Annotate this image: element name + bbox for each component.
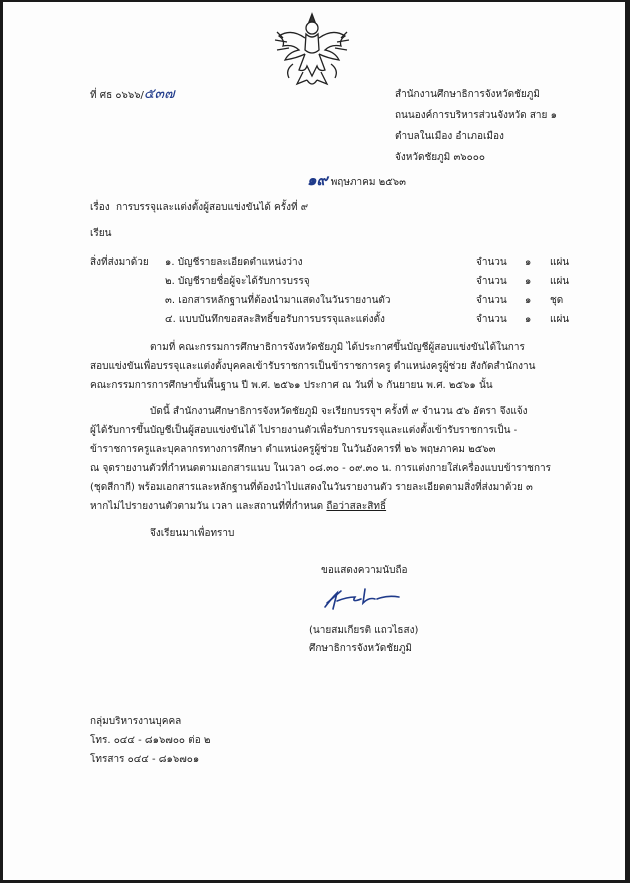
subject-text: การบรรจุและแต่งตั้งผู้สอบแข่งขันได้ ครั้งที่ ๙ (116, 202, 309, 213)
signature-icon (321, 585, 403, 613)
paragraph-last-text: หากไม่ไปรายงานตัวตามวัน เวลา และสถานที่ที่กำหนด (90, 501, 324, 512)
subject-line (90, 201, 308, 214)
enclosure-item-text: ๒. บัญชีรายชื่อผู้จะได้รับการบรรจุ (165, 276, 310, 287)
enclosure-qty-label: จำนวน (476, 257, 507, 268)
enclosure-qty: ๑ (525, 257, 532, 268)
sender-org: สำนักงานศึกษาธิการจังหวัดชัยภูมิ (395, 89, 540, 100)
signer-title: ศึกษาธิการจังหวัดชัยภูมิ (309, 643, 413, 654)
enclosure-unit: แผ่น (550, 257, 570, 268)
footer-department: กลุ่มบริหารงานบุคคล (90, 716, 182, 727)
letter-page (3, 2, 625, 880)
paragraph-line (90, 500, 386, 513)
closing-phrase: ขอแสดงความนับถือ (321, 565, 408, 576)
footer-fax: โทรสาร ๐๔๔ - ๘๑๖๗๐๑ (90, 754, 200, 765)
enclosure-qty: ๑ (525, 276, 532, 287)
salutation: เรียน (90, 228, 112, 239)
enclosure-unit: ชุด (550, 295, 564, 306)
paragraph-line: ข้าราชการครูและบุคลากรทางการศึกษา ตำแหน่งครูผู้ช่วย ในวันอังคารที่ ๒๖ พฤษภาคม ๒๕๖๓ (90, 444, 496, 455)
sender-address-2: ตำบลในเมือง อำเภอเมือง (395, 131, 504, 142)
sender-address-1: ถนนองค์การบริหารส่วนจังหวัด สาย ๑ (395, 110, 557, 121)
date-day-handwritten: ๑๙ (307, 171, 328, 189)
paragraph-line: (ชุดสีกากี) พร้อมเอกสารและหลักฐานที่ต้องนำไปแสดงในวันรายงานตัว รายละเอียดตามสิ่งที่ส่งมาด้วย ๓ (90, 482, 533, 493)
paragraph-line: ผู้ได้รับการขึ้นบัญชีเป็นผู้สอบแข่งขันได้ ไปรายงานตัวเพื่อรับการบรรจุและแต่งตั้งเข้ารับราชการเป็น - (90, 425, 518, 436)
garuda-emblem-icon (269, 10, 355, 92)
enclosure-unit: แผ่น (550, 314, 570, 325)
footer-tel: โทร. ๐๔๔ - ๘๑๖๗๐๐ ต่อ ๒ (90, 735, 211, 746)
doc-number-prefix: ที่ ศธ ๐๖๖๖/ (90, 90, 144, 101)
forfeit-notice: ถือว่าสละสิทธิ์ (326, 501, 387, 512)
enclosure-item-text: ๑. บัญชีรายละเอียดตำแหน่งว่าง (165, 257, 303, 268)
enclosures-label: สิ่งที่ส่งมาด้วย (90, 257, 149, 268)
enclosure-qty-label: จำนวน (476, 295, 507, 306)
enclosure-qty: ๑ (525, 295, 532, 306)
sender-address-3: จังหวัดชัยภูมิ ๓๖๐๐๐ (395, 152, 485, 163)
paragraph-line: คณะกรรมการการศึกษาขั้นพื้นฐาน ปี พ.ศ. ๒๕๖๑ ประกาศ ณ วันที่ ๖ กันยายน พ.ศ. ๒๕๖๑ นั้น (90, 380, 493, 391)
date-month-year: พฤษภาคม ๒๕๖๓ (330, 177, 406, 188)
enclosure-item-text: ๓. เอกสารหลักฐานที่ต้องนำมาแสดงในวันรายงานตัว (165, 295, 391, 306)
closing-request: จึงเรียนมาเพื่อทราบ (150, 528, 235, 539)
enclosure-qty-label: จำนวน (476, 276, 507, 287)
paragraph-line: สอบแข่งขันเพื่อบรรจุและแต่งตั้งบุคคลเข้ารับราชการเป็นข้าราชการครู ตำแหน่งครูผู้ช่วย สังกัดสำนักงาน (90, 361, 536, 372)
paragraph-line: ตามที่ คณะกรรมการศึกษาธิการจังหวัดชัยภูมิ ได้ประกาศขึ้นบัญชีผู้สอบแข่งขันได้ในการ (150, 342, 525, 353)
paragraph-line: ณ จุดรายงานตัวที่กำหนดตามเอกสารแนบ ในเวลา ๐๘.๓๐ - ๐๙.๓๐ น. การแต่งกายใส่เครื่องแบบข้าราชการ (90, 463, 552, 474)
enclosure-item-text: ๔. แบบบันทึกขอสละสิทธิ์ขอรับการบรรจุและแต่งตั้ง (165, 314, 385, 325)
enclosure-qty: ๑ (525, 314, 532, 325)
doc-number-handwritten: ๕๓๗ (143, 86, 175, 102)
doc-number (90, 88, 175, 102)
letter-date (307, 171, 406, 189)
enclosure-unit: แผ่น (550, 276, 570, 287)
signer-name: (นายสมเกียรติ แถวไธสง) (309, 625, 419, 636)
subject-label: เรื่อง (90, 202, 110, 213)
paragraph-line: บัดนี้ สำนักงานศึกษาธิการจังหวัดชัยภูมิ จะเรียกบรรจุฯ ครั้งที่ ๙ จำนวน ๕๖ อัตรา จึงแจ้ง (150, 406, 528, 417)
enclosure-qty-label: จำนวน (476, 314, 507, 325)
